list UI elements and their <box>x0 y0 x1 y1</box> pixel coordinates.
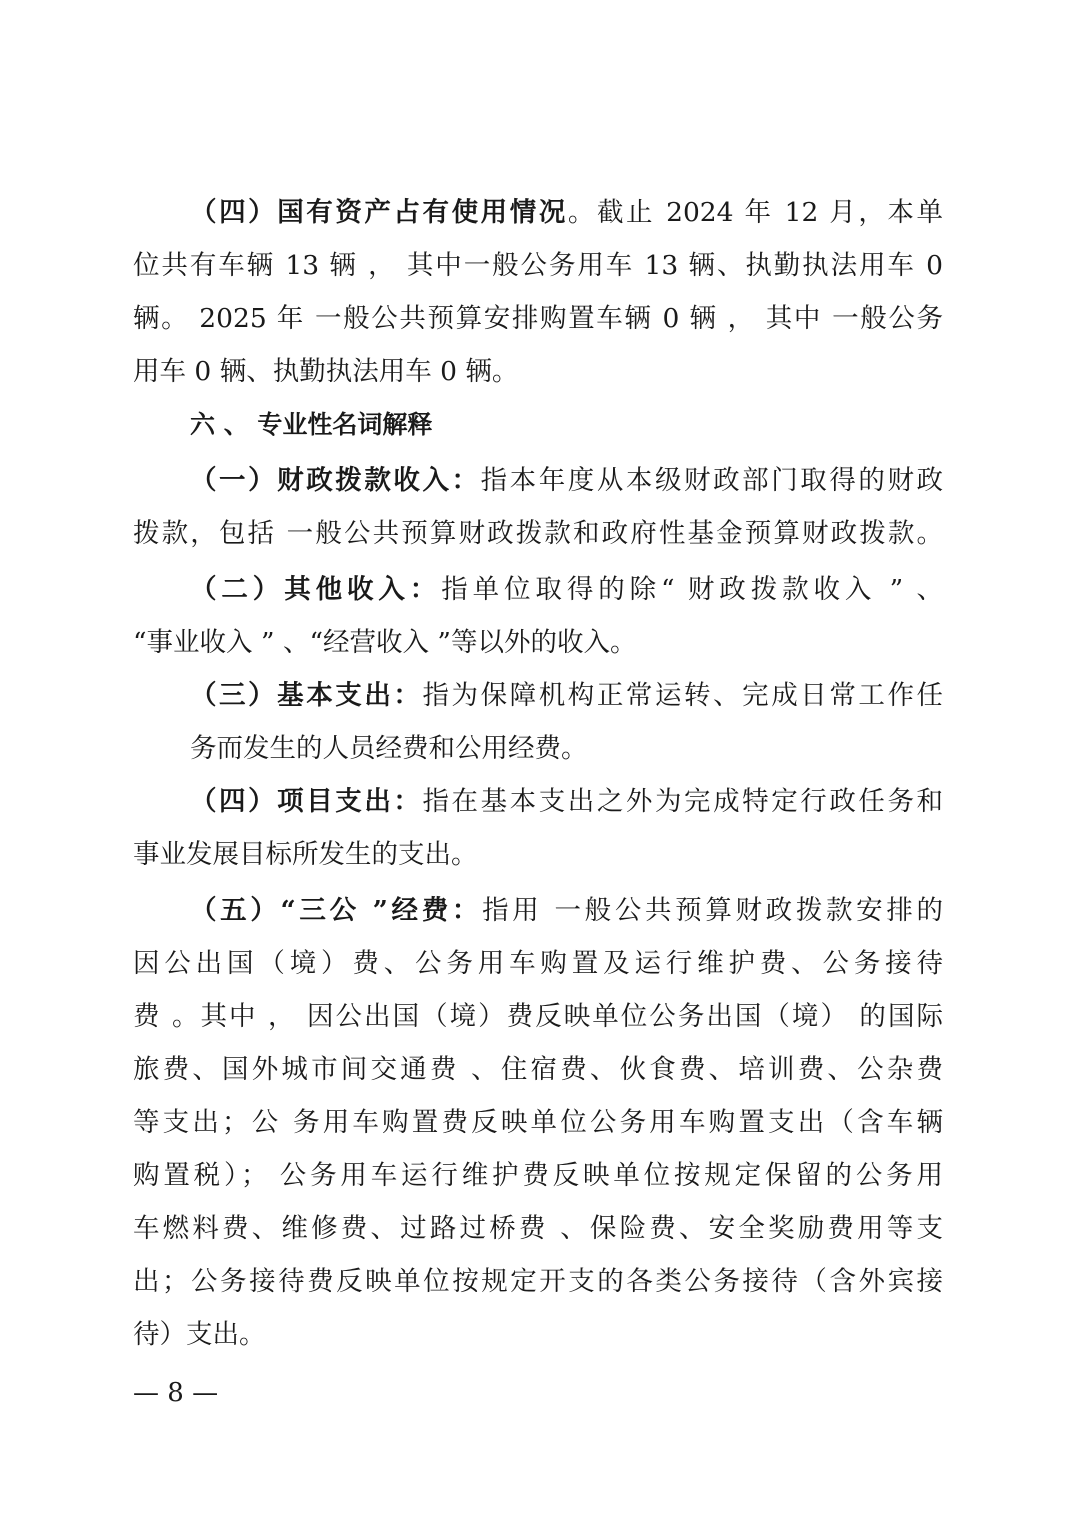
term-5-line-7: 车燃料费、维修费、过路过桥费 、保险费、安全奖励费用等支 <box>133 1213 943 1244</box>
term-4-line-2: 事业发展目标所发生的支出。 <box>133 839 478 870</box>
term-1-line-1 <box>190 461 943 501</box>
term-3-text: 指为保障机构正常运转、完成日常工作任 <box>422 680 944 711</box>
term-5-line-1 <box>190 891 943 931</box>
term-4-line-1 <box>190 782 943 822</box>
term-1-line-2: 拨款，包括 一般公共预算财政拨款和政府性基金预算财政拨款。 <box>133 518 943 549</box>
term-1-label: （一）财政拨款收入： <box>190 465 481 496</box>
term-5-label: （五）“三公 ”经费： <box>190 895 483 926</box>
term-5-line-6: 购置税）； 公务用车运行维护费反映单位按规定保留的公务用 <box>133 1160 943 1191</box>
term-2-line-1 <box>190 570 943 610</box>
term-1-text: 指本年度从本级财政部门取得的财政 <box>480 465 944 496</box>
assets-paragraph-line-1 <box>190 193 943 233</box>
term-3-label: （三）基本支出： <box>190 680 423 711</box>
term-2-line-2: “事业收入 ” 、“经营收入 ”等以外的收入。 <box>133 627 637 658</box>
section-heading: 六 、 专业性名词解释 <box>190 410 433 439</box>
term-3-line-2: 务而发生的人员经费和公用经费。 <box>190 733 588 764</box>
term-5-line-5: 等支出；公 务用车购置费反映单位公务用车购置支出（含车辆 <box>133 1107 943 1138</box>
term-4-label: （四）项目支出： <box>190 786 423 817</box>
term-5-line-2: 因公出国（境）费、公务用车购置及运行维护费、公务接待 <box>133 948 943 979</box>
term-2-label: （二）其他收入： <box>190 574 442 605</box>
term-3-line-1 <box>190 676 943 716</box>
assets-paragraph-line-3: 辆。 2025 年 一般公共预算安排购置车辆 0 辆 ， 其中 一般公务 <box>133 303 943 334</box>
term-2-text: 指单位取得的除“ 财政拨款收入 ” 、 <box>441 574 944 605</box>
term-5-line-3: 费 。其中 ， 因公出国（境）费反映单位公务出国（境） 的国际 <box>133 1001 943 1032</box>
assets-paragraph-line-4: 用车 0 辆、执勤执法用车 0 辆。 <box>133 356 519 387</box>
term-5-line-8: 出；公务接待费反映单位按规定开支的各类公务接待（含外宾接 <box>133 1266 943 1297</box>
term-4-text: 指在基本支出之外为完成特定行政任务和 <box>422 786 944 817</box>
assets-paragraph-line-2: 位共有车辆 13 辆 ， 其中一般公务用车 13 辆、执勤执法用车 0 <box>133 250 943 281</box>
term-5-line-4: 旅费、国外城市间交通费 、住宿费、伙食费、培训费、公杂费 <box>133 1054 943 1085</box>
term-5-text: 指用 一般公共预算财政拨款安排的 <box>482 895 943 926</box>
assets-title: （四）国有资产占有使用情况 <box>190 197 568 228</box>
page-number: — 8 — <box>133 1378 219 1408</box>
term-5-line-9: 待）支出。 <box>133 1319 266 1350</box>
assets-text: 。截止 2024 年 12 月，本单 <box>567 197 943 228</box>
